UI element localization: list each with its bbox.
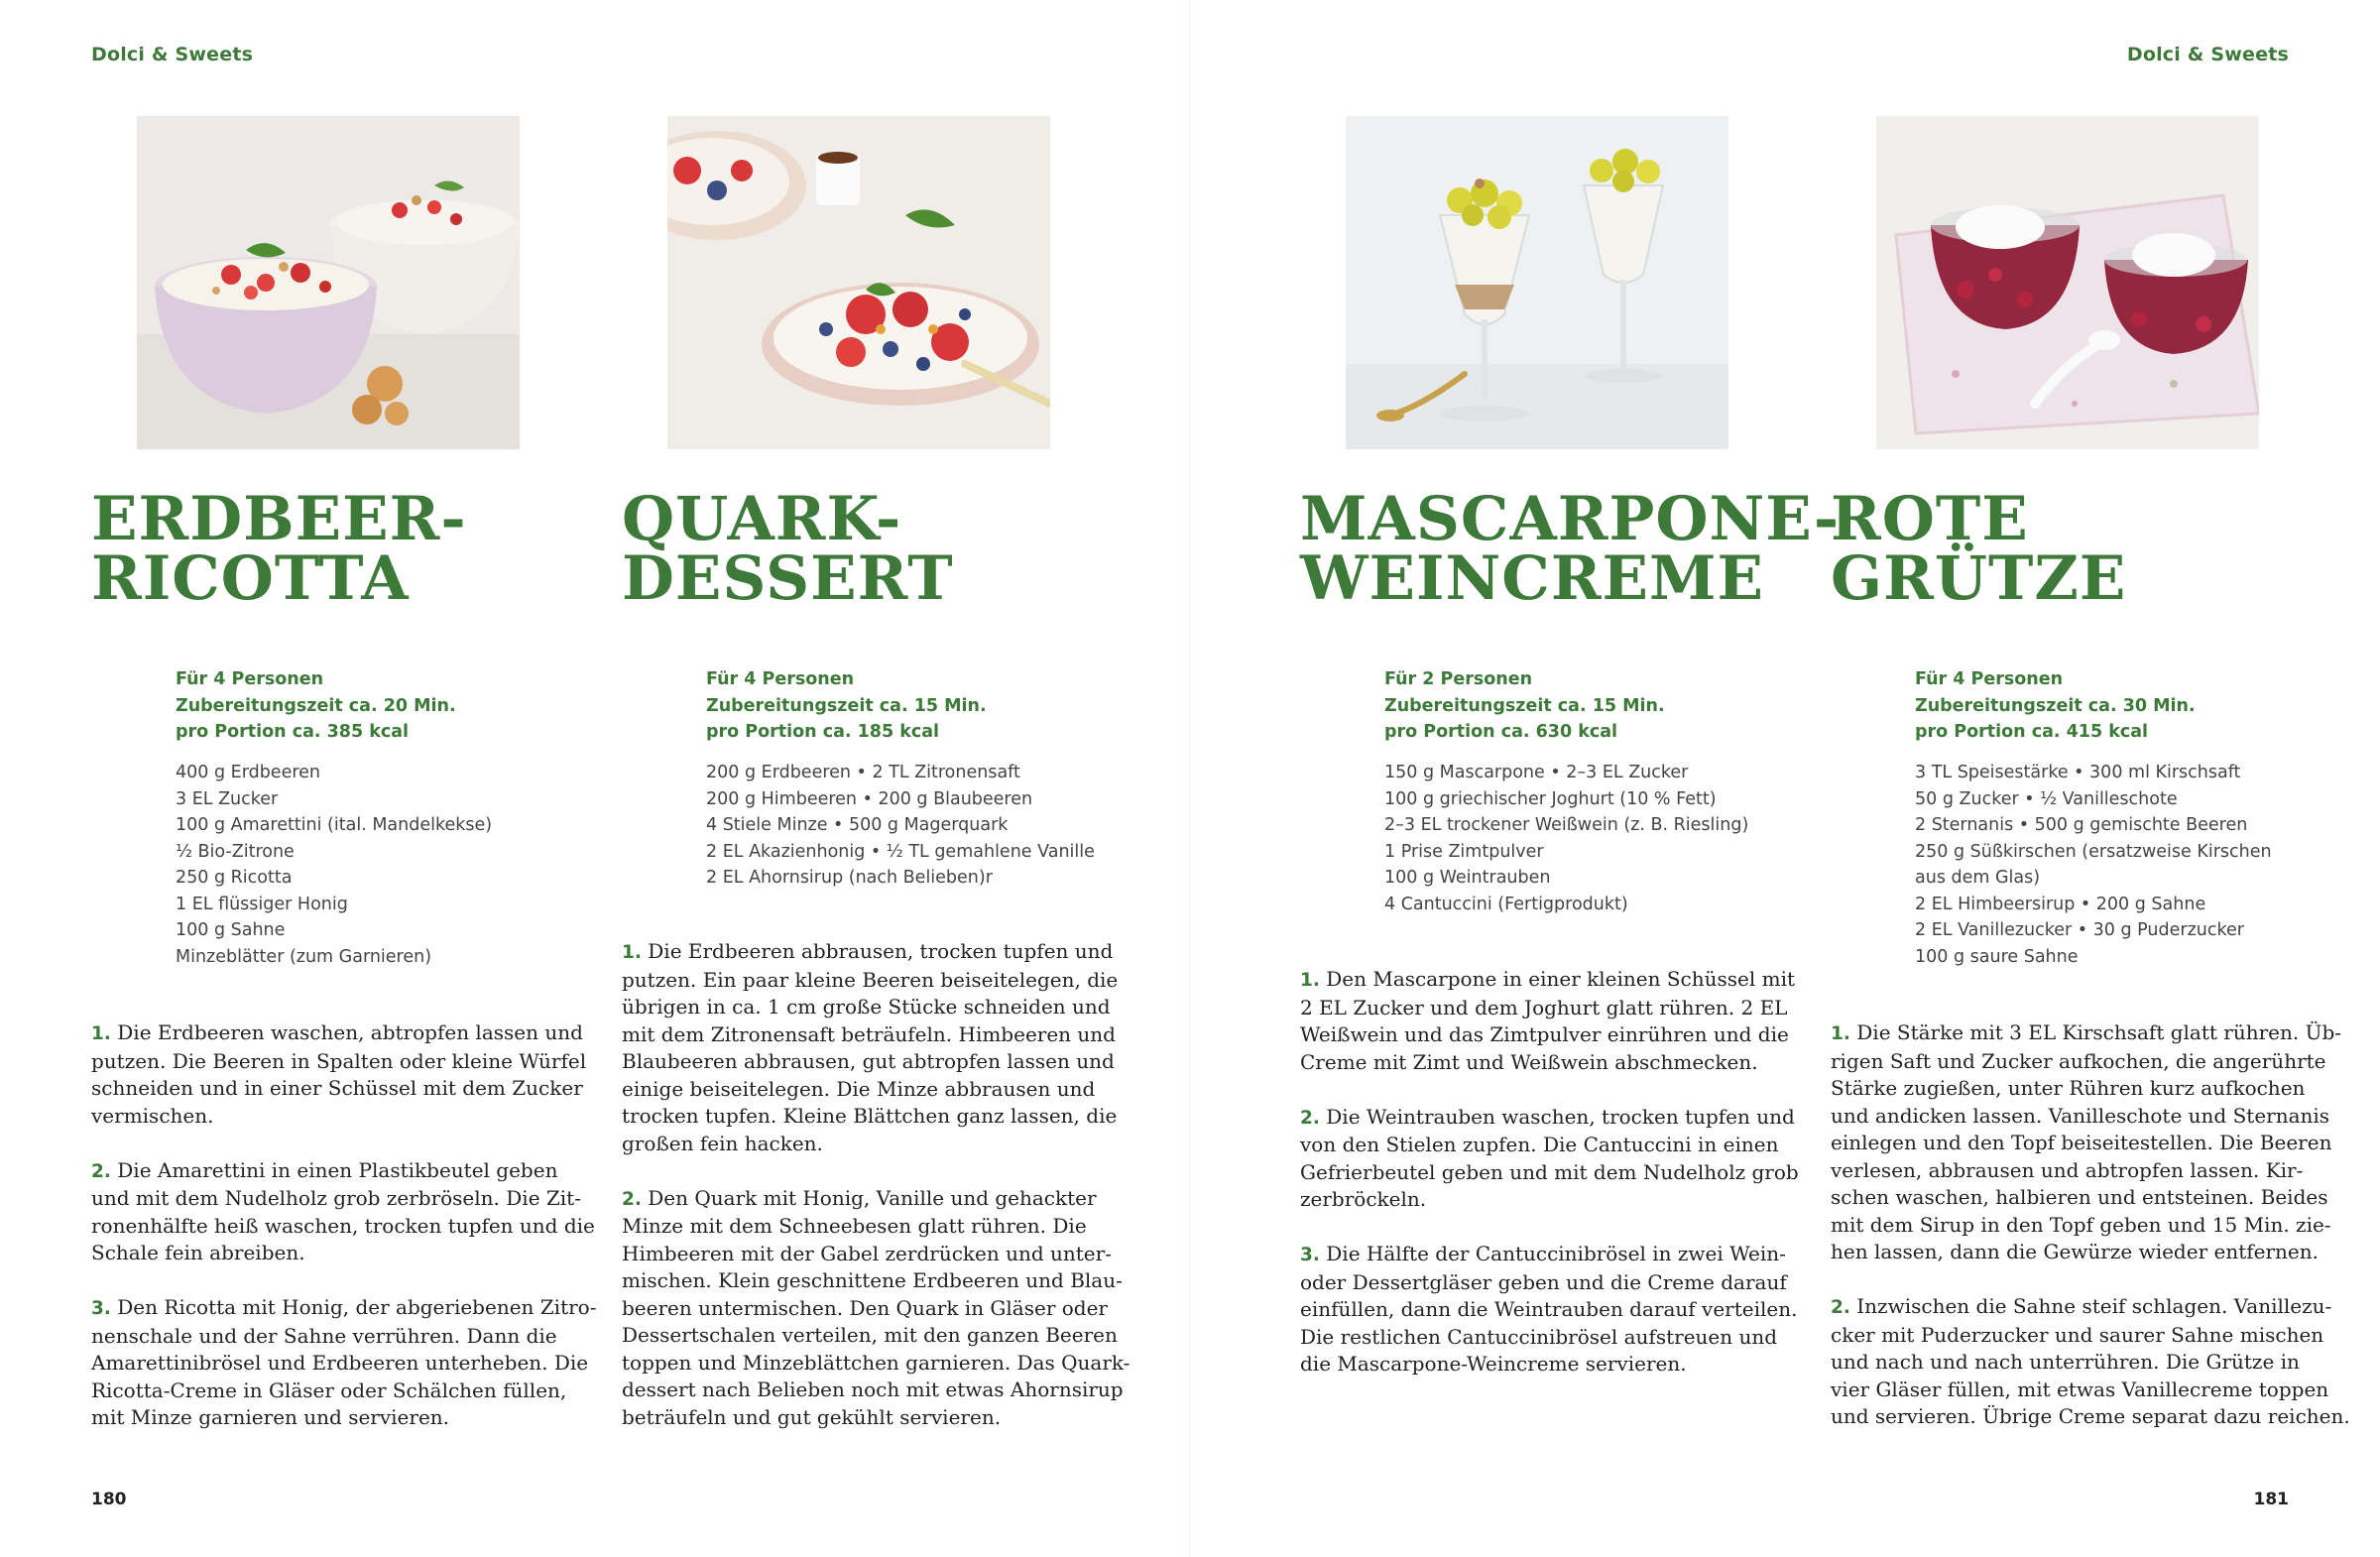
recipe-title-line: RICOTTA bbox=[91, 543, 410, 614]
step-text: großen fein hacken. bbox=[622, 1131, 823, 1155]
step-text: schneiden und in einer Schüssel mit dem Zucker bbox=[91, 1076, 583, 1100]
step-text: vermischen. bbox=[91, 1103, 214, 1128]
red-berry-pudding-glasses-photo bbox=[1876, 116, 2259, 449]
step-text: Den Mascarpone in einer kleinen Schüssel mit bbox=[1326, 967, 1796, 991]
ingredient: ½ Bio-Zitrone bbox=[176, 841, 295, 862]
step-text: Den Ricotta mit Honig, der abgeriebenen Zitro- bbox=[117, 1295, 597, 1319]
ingredient: 1 Prise Zimtpulver bbox=[1384, 841, 1544, 862]
recipe-title bbox=[1831, 484, 2307, 614]
step-number: 3. bbox=[1300, 1245, 1320, 1265]
step-text: Die Erdbeeren abbrausen, trocken tupfen und bbox=[648, 939, 1114, 963]
step-text: Die restlichen Cantuccinibrösel aufstreuen und bbox=[1300, 1324, 1778, 1349]
step-text: Schale fein abreiben. bbox=[91, 1241, 305, 1264]
step-text: putzen. Die Beeren in Spalten oder kleine Würfel bbox=[91, 1048, 587, 1073]
recipe-title-line: QUARK- bbox=[622, 484, 902, 554]
step-text: Weißwein und das Zimtpulver einrühren und die bbox=[1300, 1022, 1789, 1046]
step-text: Amarettinibrösel und Erdbeeren unterheben. Die bbox=[91, 1351, 589, 1375]
calories: pro Portion ca. 630 kcal bbox=[1384, 722, 1618, 742]
ingredient: 100 g Amarettini (ital. Mandelkekse) bbox=[176, 815, 493, 835]
ingredient: 400 g Erdbeeren bbox=[176, 763, 320, 782]
step-text: von den Stielen zupfen. Die Cantuccini in einen bbox=[1300, 1133, 1779, 1156]
ingredient: 100 g Sahne bbox=[176, 920, 286, 940]
step-text: verlesen, abbrausen und abtropfen lassen. Kir- bbox=[1831, 1157, 2304, 1182]
step-number: 1. bbox=[91, 1023, 111, 1044]
prep-time: Zubereitungszeit ca. 30 Min. bbox=[1915, 695, 2196, 716]
step-text: Ricotta-Creme in Gläser oder Schälchen füllen, bbox=[91, 1377, 567, 1402]
step-text: und andicken lassen. Vanilleschote und Sternanis bbox=[1831, 1103, 2330, 1128]
step-text: rigen Saft und Zucker aufkochen, die angerührte bbox=[1831, 1048, 2326, 1073]
step-text: Minze mit dem Schneebesen glatt rühren. Die bbox=[622, 1214, 1087, 1238]
step bbox=[1300, 966, 1796, 1076]
recipe-title bbox=[622, 484, 1098, 614]
recipe-title-line: MASCARPONE- bbox=[1300, 484, 1841, 554]
ingredient: 3 TL Speisestärke • 300 ml Kirschsaft bbox=[1915, 763, 2241, 782]
step-number: 2. bbox=[91, 1160, 111, 1182]
ingredient: 100 g griechischer Joghurt (10 % Fett) bbox=[1384, 788, 1717, 809]
instruction-steps bbox=[91, 1019, 597, 1459]
step-text: dessert nach Belieben noch mit etwas Ahornsirup bbox=[622, 1377, 1124, 1401]
ingredient: 100 g Weintrauben bbox=[1384, 868, 1551, 888]
prep-time: Zubereitungszeit ca. 15 Min. bbox=[706, 695, 987, 716]
recipe-title bbox=[91, 484, 567, 614]
instruction-steps bbox=[622, 938, 1130, 1459]
section-title: Dolci & Sweets bbox=[2126, 44, 2289, 65]
step-text: und mit dem Nudelholz grob zerbröseln. Die Zit- bbox=[91, 1186, 581, 1210]
instruction-steps bbox=[1831, 1019, 2350, 1458]
servings: Für 4 Personen bbox=[176, 669, 324, 689]
step-text: 2 EL Zucker und dem Joghurt glatt rühren. 2 EL bbox=[1300, 995, 1788, 1019]
ingredient: aus dem Glas) bbox=[1915, 868, 2041, 888]
step-number: 1. bbox=[1831, 1023, 1850, 1044]
ingredient: 50 g Zucker • ½ Vanilleschote bbox=[1915, 788, 2178, 809]
step-number: 2. bbox=[622, 1188, 642, 1210]
section-title: Dolci & Sweets bbox=[91, 44, 254, 65]
step-text: Die Weintrauben waschen, trocken tupfen und bbox=[1326, 1104, 1795, 1129]
calories: pro Portion ca. 385 kcal bbox=[176, 722, 410, 742]
step-text: Dessertschalen verteilen, mit den ganzen Beeren bbox=[622, 1323, 1118, 1347]
quark-berry-bowl-photo bbox=[667, 116, 1050, 449]
step-text: Creme mit Zimt und Weißwein abschmecken. bbox=[1300, 1049, 1758, 1074]
ingredient-list bbox=[176, 760, 572, 970]
ingredient: 1 EL flüssiger Honig bbox=[176, 894, 348, 914]
recipe-photo bbox=[667, 116, 1050, 449]
step bbox=[1300, 1104, 1799, 1214]
step bbox=[91, 1157, 595, 1267]
recipe-title-line: ROTE bbox=[1831, 484, 2029, 554]
step-text: mit dem Sirup in den Topf geben und 15 Min. zie- bbox=[1831, 1212, 2331, 1237]
prep-time: Zubereitungszeit ca. 20 Min. bbox=[176, 695, 456, 716]
step-text: mit dem Zitronensaft beträufeln. Himbeeren und bbox=[622, 1021, 1116, 1046]
recipe-erdbeer-ricotta bbox=[91, 0, 597, 1557]
ingredient: 250 g Süßkirschen (ersatzweise Kirschen bbox=[1915, 841, 2272, 862]
step-text: und nach und nach unterrühren. Die Grütze in bbox=[1831, 1350, 2300, 1374]
step bbox=[1300, 1241, 1798, 1378]
step bbox=[91, 1019, 587, 1130]
step-text: Die Erdbeeren waschen, abtropfen lassen und bbox=[117, 1020, 583, 1044]
ingredient: 4 Cantuccini (Fertigprodukt) bbox=[1384, 894, 1628, 914]
step-text: einlegen und den Topf beiseitestellen. Die Beeren bbox=[1831, 1131, 2332, 1154]
step-text: einfüllen, dann die Weintrauben darauf verteilen. bbox=[1300, 1297, 1798, 1321]
calories: pro Portion ca. 415 kcal bbox=[1915, 722, 2149, 742]
ingredient: 200 g Himbeeren • 200 g Blaubeeren bbox=[706, 788, 1033, 809]
ingredient: 250 g Ricotta bbox=[176, 868, 293, 888]
ingredient: 200 g Erdbeeren • 2 TL Zitronensaft bbox=[706, 763, 1020, 782]
servings: Für 4 Personen bbox=[706, 669, 855, 689]
step-text: Die Stärke mit 3 EL Kirschsaft glatt rühren. Üb- bbox=[1856, 1020, 2342, 1044]
strawberry-ricotta-bowls-photo bbox=[137, 116, 520, 449]
step-text: trocken tupfen. Kleine Blättchen ganz lassen, die bbox=[622, 1104, 1118, 1128]
instruction-steps bbox=[1300, 966, 1799, 1405]
ingredient: 100 g saure Sahne bbox=[1915, 946, 2079, 967]
step bbox=[622, 938, 1119, 1157]
step-text: beeren untermischen. Den Quark in Gläser oder bbox=[622, 1295, 1108, 1320]
ingredient-list bbox=[1384, 760, 1781, 917]
mascarpone-grape-glasses-photo bbox=[1346, 116, 1728, 449]
ingredient: 2 Sternanis • 500 g gemischte Beeren bbox=[1915, 815, 2248, 835]
recipe-meta bbox=[176, 666, 572, 746]
recipe-meta bbox=[706, 666, 1103, 746]
step-text: Die Amarettini in einen Plastikbeutel geben bbox=[117, 1157, 558, 1182]
recipe-meta bbox=[1384, 666, 1781, 746]
page-number: 181 bbox=[2253, 1490, 2289, 1509]
step-text: ronenhälfte heiß waschen, trocken tupfen und die bbox=[91, 1213, 595, 1238]
recipe-photo bbox=[137, 116, 520, 449]
step-text: cker mit Puderzucker und saurer Sahne mischen bbox=[1831, 1322, 2324, 1347]
step-text: Himbeeren mit der Gabel zerdrücken und unter- bbox=[622, 1241, 1112, 1265]
step-text: Stärke zugießen, unter Rühren kurz aufkochen bbox=[1831, 1076, 2306, 1100]
step-number: 2. bbox=[1831, 1297, 1850, 1318]
step-text: einige beiseitelegen. Die Minze abbrausen und bbox=[622, 1076, 1096, 1101]
step-number: 3. bbox=[91, 1298, 111, 1319]
recipe-title-line: ERDBEER- bbox=[91, 484, 467, 554]
step bbox=[1831, 1293, 2350, 1431]
step bbox=[1831, 1019, 2342, 1266]
ingredient: 2 EL Akazienhonig • ½ TL gemahlene Vanille bbox=[706, 841, 1095, 862]
step-text: putzen. Ein paar kleine Beeren beiseitelegen, die bbox=[622, 967, 1119, 992]
ingredient: 2 EL Ahornsirup (nach Belieben)r bbox=[706, 868, 993, 888]
step-text: beträufeln und gut gekühlt servieren. bbox=[622, 1404, 1002, 1429]
step-text: mit Minze garnieren und servieren. bbox=[91, 1405, 450, 1429]
step-text: oder Dessertgläser geben und die Creme darauf bbox=[1300, 1269, 1787, 1294]
step-text: Die Hälfte der Cantuccinibrösel in zwei Wein- bbox=[1326, 1242, 1786, 1265]
step bbox=[622, 1185, 1130, 1432]
step-number: 1. bbox=[1300, 970, 1320, 991]
recipe-photo bbox=[1876, 116, 2259, 449]
ingredient: 3 EL Zucker bbox=[176, 788, 279, 809]
step-text: hen lassen, dann die Gewürze wieder entfernen. bbox=[1831, 1240, 2319, 1263]
recipe-meta bbox=[1915, 666, 2312, 746]
ingredient-list bbox=[706, 760, 1103, 892]
step-text: zerbröckeln. bbox=[1300, 1187, 1427, 1211]
recipe-title-line: DESSERT bbox=[622, 543, 954, 614]
page-number: 180 bbox=[91, 1490, 127, 1509]
ingredient: 150 g Mascarpone • 2–3 EL Zucker bbox=[1384, 763, 1689, 782]
step-text: Inzwischen die Sahne steif schlagen. Vanillezu- bbox=[1856, 1294, 2332, 1318]
recipe-title bbox=[1300, 484, 1841, 614]
step-text: Blaubeeren abbrausen, gut abtropfen lassen und bbox=[622, 1049, 1115, 1073]
step-text: und servieren. Übrige Creme separat dazu reichen. bbox=[1831, 1404, 2350, 1428]
recipe-title-line: GRÜTZE bbox=[1831, 543, 2127, 614]
ingredient: 2 EL Himbeersirup • 200 g Sahne bbox=[1915, 894, 2206, 914]
ingredient: 4 Stiele Minze • 500 g Magerquark bbox=[706, 815, 1009, 835]
step-text: vier Gläser füllen, mit etwas Vanillecreme toppen bbox=[1831, 1377, 2329, 1401]
step-text: mischen. Klein geschnittene Erdbeeren und Blau- bbox=[622, 1268, 1123, 1292]
step-text: Den Quark mit Honig, Vanille und gehackter bbox=[648, 1185, 1097, 1210]
recipe-photo bbox=[1346, 116, 1728, 449]
servings: Für 4 Personen bbox=[1915, 669, 2064, 689]
step-text: Gefrierbeutel geben und mit dem Nudelholz grob bbox=[1300, 1159, 1799, 1184]
calories: pro Portion ca. 185 kcal bbox=[706, 722, 940, 742]
step-number: 2. bbox=[1300, 1107, 1320, 1129]
recipe-mascarpone-weincreme bbox=[1300, 0, 1841, 1557]
step-text: übrigen in ca. 1 cm große Stücke schneiden und bbox=[622, 995, 1111, 1018]
step-number: 1. bbox=[622, 942, 642, 963]
step-text: schen waschen, halbieren und entsteinen. Beides bbox=[1831, 1185, 2328, 1209]
recipe-quark-dessert bbox=[622, 0, 1130, 1557]
step-text: toppen und Minzeblättchen garnieren. Das Quark- bbox=[622, 1350, 1130, 1375]
step-text: nenschale und der Sahne verrühren. Dann die bbox=[91, 1323, 557, 1348]
servings: Für 2 Personen bbox=[1384, 669, 1533, 689]
step bbox=[91, 1294, 597, 1432]
step-text: die Mascarpone-Weincreme servieren. bbox=[1300, 1352, 1687, 1376]
ingredient: 2 EL Vanillezucker • 30 g Puderzucker bbox=[1915, 920, 2244, 940]
recipe-rote-gruetze bbox=[1831, 0, 2350, 1557]
ingredient: 2–3 EL trockener Weißwein (z. B. Riesling) bbox=[1384, 815, 1749, 835]
right-page bbox=[1190, 0, 2380, 1557]
recipe-title-line: WEINCREME bbox=[1300, 543, 1765, 614]
prep-time: Zubereitungszeit ca. 15 Min. bbox=[1384, 695, 1665, 716]
ingredient-list bbox=[1915, 760, 2312, 970]
ingredient: Minzeblätter (zum Garnieren) bbox=[176, 946, 432, 967]
